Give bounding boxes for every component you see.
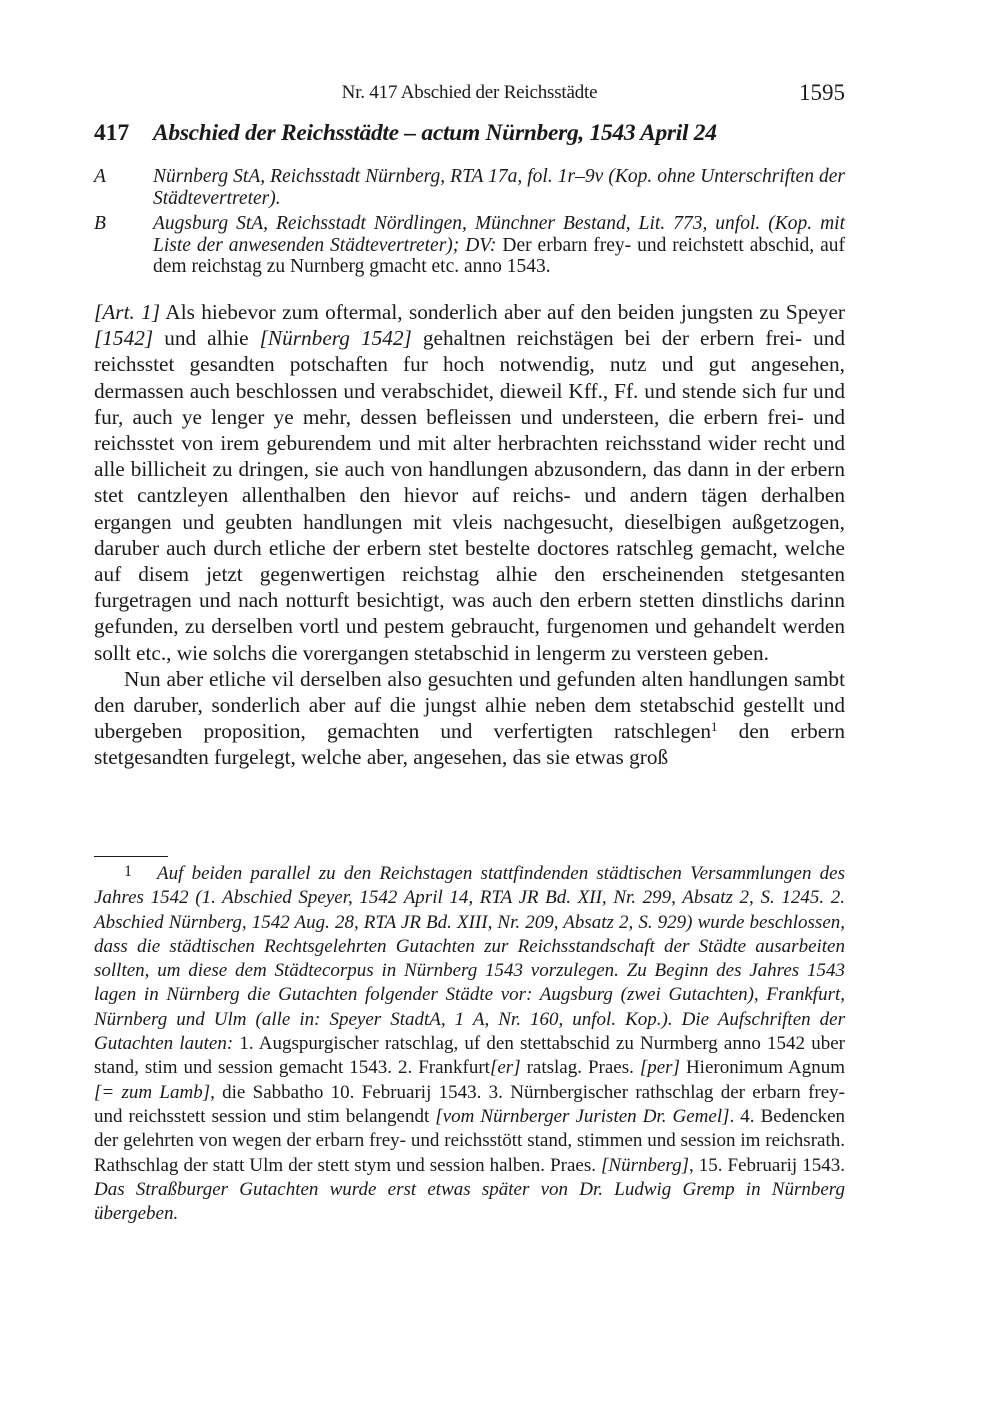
source-list [94, 166, 845, 282]
source-dorsal-note: Der erbarn frey- und reichstett abschid, auf dem reichstag zu Nurnberg gmacht etc. anno 1543. [153, 234, 845, 277]
footnote-text: Auf beiden parallel zu den Reichstagen stattfindenden städtischen Versammlungen des Jahres 1542 (1. Abschied Speyer, 1542 April 14, RTA JR Bd. XII, Nr. 299, Absatz 2, S. 1245. 2. Abschied Nürnberg, 1542 Aug. 28, RTA JR Bd. XIII, Nr. 209, Absatz 2, S. 929) wurde beschlossen, dass die städtischen Rechtsgelehrten Gutachten zur Reichsstandschaft der Städte ausarbeiten sollten, um diese dem Städtecorpus in Nürnberg 1543 vorzulegen. Zu Beginn des Jahres 1543 lagen in Nürnberg die Gutachten folgender Städte vor: Augsburg (zwei Gutachten), Frankfurt, Nürnberg und Ulm (alle in: Speyer StadtA, 1 A, Nr. 160, unfol. Kop.). Die Aufschriften der Gutachten lauten: [94, 863, 845, 1055]
footnote-quote: Hieronimum Agnum [679, 1057, 845, 1079]
text-segment: Nun aber etliche vil derselben also gesuchten und gefunden alten handlungen sambt den daruber, sonderlich aber auf die jungst alhie neben dem stetabschid gestellt und ubergeben proposition, gemachten und verfertigten ratschlegen [94, 666, 845, 744]
document-title: Abschied der Reichsstädte – actum Nürnberg, 1543 April 24 [153, 120, 717, 146]
text-segment: den erbern stetgesandten furgelegt, welche aber, angesehen, das sie etwas groß [94, 719, 845, 770]
running-head [94, 80, 845, 106]
editorial-insertion: [1542] [94, 326, 154, 351]
footnote-quote: 1. Augspurgischer ratschlag, uf den stettabschid zu Nurmberg anno 1542 uber stand, stim und session gemacht 1543. 2. Frankfurt [94, 1033, 845, 1079]
editorial-insertion: [= zum Lamb] [94, 1081, 211, 1103]
source-siglum: A [94, 166, 106, 187]
source-entry [94, 213, 845, 278]
document-number: 417 [94, 120, 130, 146]
paragraph-article-1 [94, 299, 845, 666]
footnote-quote: , die Sabbatho 10. Februarij 1543. 3. Nürnbergischer rathschlag der erbarn frey- und reichsstett session und stim belangendt [94, 1081, 845, 1127]
source-description [153, 166, 845, 209]
source-archive-reference: Augsburg StA, Reichsstadt Nördlingen, Münchner Bestand, Lit. 773, unfol. (Kop. mit Liste der anwesenden Städtevertreter); DV: [153, 213, 845, 256]
main-text [94, 299, 845, 771]
text-segment: und alhie [153, 326, 260, 351]
editorial-insertion: [per] [639, 1057, 680, 1079]
editorial-insertion: [er] [489, 1057, 521, 1079]
text-segment: gehaltnen reichstägen bei der erbern frei- und reichsstet gesandten potschaften fur hoch notwendig, nutz und gut angesehen, dermassen auch beschlossen und verabschidet, dieweil Kff., Ff. und stende sich fur und fur, auch ye lenger ye mehr, dessen befleissen und understeen, die erbern frei- und reichsstet von irem geburendem und mit alter herbrachten reichsstand wider recht und alle billicheit zu dringen, sie auch von handlungen abzusondern, das dann in der erbern stet cantzleyen allenthalben den hievor auf reichs- und andern tägen derhalben ergangen und geubten handlungen mit vleis nachgesucht, dieselbigen außgetzogen, daruber auch durch etliche der erbern stet bestelte doctores ratschleg gemacht, welche auf disem jetzt gegenwertigen reichstag alhie den erscheinenden stetgesanten furgetragen und nach notturft besichtigt, was auch den erbern stetten dinstlichs darinn gefunden, zu derselben vortl und pestem gebraucht, furgenomen und gehandelt werden sollt etc., wie solchs die vorergangen stetabschid in lengerm zu versteen geben. [94, 326, 846, 665]
source-siglum: B [94, 213, 106, 234]
article-label: [Art. 1] [94, 300, 161, 324]
footnote-quote: ratslag. Praes. [520, 1057, 640, 1079]
text-segment: Als hiebevor zum oftermal, sonderlich aber auf den beiden jungsten zu Speyer [160, 300, 845, 324]
running-title: Nr. 417 Abschied der Reichsstädte [341, 82, 598, 103]
editorial-insertion: [vom Nürnberger Juristen Dr. Gemel] [435, 1105, 730, 1127]
source-entry [94, 166, 845, 209]
page-number: 1595 [799, 80, 845, 105]
document-heading [94, 118, 845, 148]
footnote-1 [94, 860, 845, 1226]
footnote-text: Das Straßburger Gutachten wurde erst etwas später von Dr. Ludwig Gremp in Nürnberg übergeben. [94, 1178, 845, 1225]
editorial-insertion: [Nürnberg 1542] [259, 326, 412, 351]
source-description [153, 213, 845, 278]
footnote-area [94, 860, 845, 1226]
paragraph-2 [94, 666, 845, 771]
footnote-quote: , 15. Februarij 1543. [689, 1154, 845, 1176]
footnote-reference[interactable]: 1 [711, 719, 718, 735]
footnote-separator [94, 856, 168, 857]
editorial-insertion: [Nürnberg] [601, 1154, 689, 1176]
footnote-quote: . 4. Bedencken der gelehrten von wegen der erbarn frey- und reichsstött stand, stimmen und session im reichsrath. Rathschlag der statt Ulm der stett stym und session halben. Praes. [94, 1105, 845, 1176]
source-archive-reference: Nürnberg StA, Reichsstadt Nürnberg, RTA 17a, fol. 1r–9v (Kop. ohne Unterschriften der Städtevertreter). [153, 166, 845, 209]
footnote-number: 1 [124, 863, 132, 880]
